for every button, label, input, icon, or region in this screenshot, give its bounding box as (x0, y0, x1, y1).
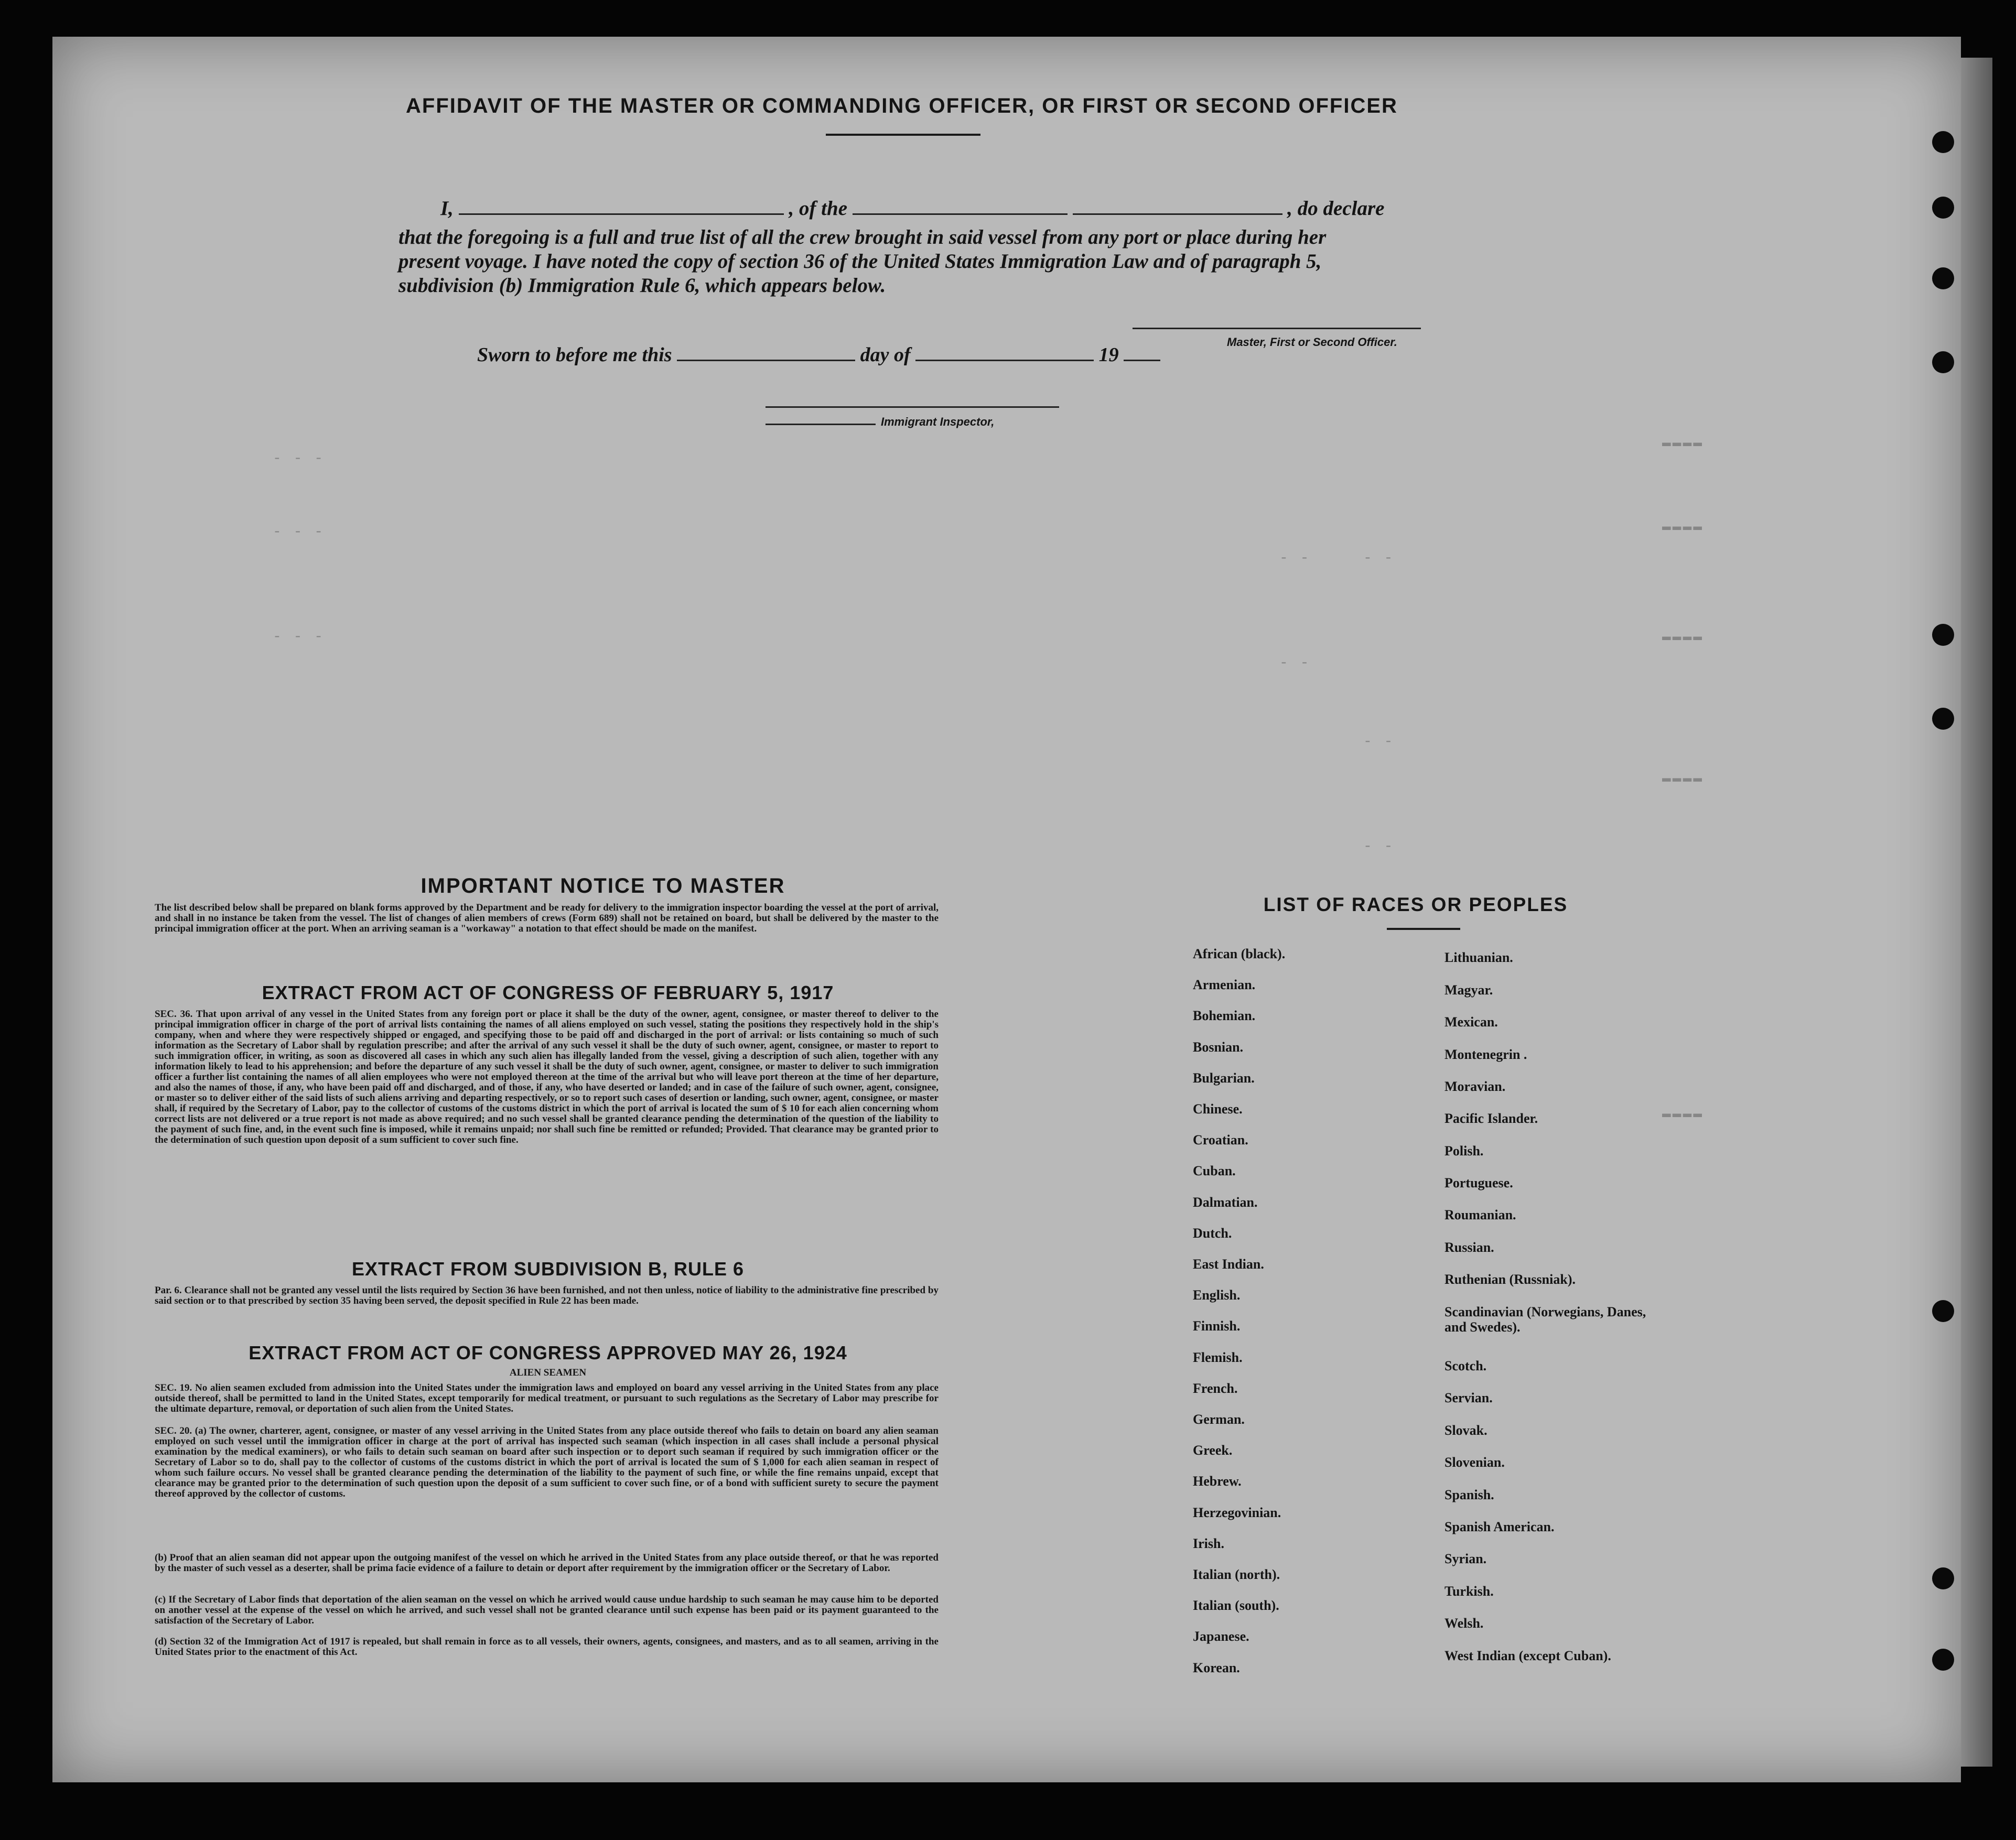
race-item: Magyar. (1444, 982, 1493, 998)
bleed-through-mark: - - (1363, 839, 1395, 855)
bleed-through-mark: ▬▬▬▬ (1662, 771, 1704, 787)
race-item: Syrian. (1444, 1551, 1487, 1566)
inspector-caption: Immigrant Inspector, (881, 415, 995, 428)
of-the-text: , of the (789, 197, 848, 220)
race-item: Polish. (1444, 1143, 1484, 1159)
punch-hole (1932, 197, 1954, 219)
extract-rule6-text: Par. 6. Clearance shall not be granted any vessel until the lists required by Section 36 have been furnished, and not then unless, notice of liability to the administrative fine prescribed by said section or to that prescribed by section 35 having been served, the deposit specified in Rule 22 has been made. (155, 1285, 939, 1306)
affidavit-text-line: that the foregoing is a full and true list of all the crew brought in said vessel from any port or place during her (398, 226, 1327, 248)
race-item: Moravian. (1444, 1079, 1506, 1094)
race-item: African (black). (1193, 946, 1286, 961)
bleed-through-mark: - - - (273, 451, 325, 467)
race-item: Armenian. (1193, 977, 1256, 992)
page-edge-strip (1961, 58, 1992, 1767)
alien-seamen-subtitle: ALIEN SEAMEN (509, 1367, 587, 1378)
affidavit-text-line: present voyage. I have noted the copy of section 36 of the United States Immigration Law and of paragraph 5, (398, 250, 1322, 273)
race-item: German. (1193, 1412, 1245, 1427)
race-item: Servian. (1444, 1390, 1493, 1405)
sworn-statement (477, 343, 1160, 366)
races-title: LIST OF RACES OR PEOPLES (1263, 894, 1568, 915)
bleed-through-mark: - - (1279, 655, 1311, 672)
affidavit-declaration-line (440, 197, 1479, 221)
race-item: Spanish American. (1444, 1519, 1555, 1534)
punch-hole (1932, 351, 1954, 373)
inspector-signature-line (766, 424, 876, 425)
extract-rule6-title: EXTRACT FROM SUBDIVISION B, RULE 6 (351, 1258, 745, 1280)
extract-1917-title: EXTRACT FROM ACT OF CONGRESS OF FEBRUARY 5, 1917 (262, 982, 834, 1003)
extract-1924-title: EXTRACT FROM ACT OF CONGRESS APPROVED MAY 26, 1924 (249, 1342, 847, 1363)
bleed-through-mark: ▬▬▬▬ (1662, 519, 1704, 535)
affidavit-text-line: subdivision (b) Immigration Rule 6, which appears below. (398, 274, 886, 297)
inspector-signature-line[interactable] (766, 406, 1059, 408)
vessel-name-blank[interactable] (1073, 213, 1282, 215)
sworn-day-blank[interactable] (677, 360, 855, 361)
bleed-through-mark: - - - (273, 524, 325, 540)
race-item: Welsh. (1444, 1616, 1484, 1631)
bleed-through-mark: - - (1363, 550, 1395, 567)
race-item: Chinese. (1193, 1101, 1243, 1117)
race-item: Pacific Islander. (1444, 1111, 1538, 1126)
section-20b-text: (b) Proof that an alien seaman did not appear upon the outgoing manifest of the vessel on which he arrived in the United States from any place outside thereof, or that he was reported by the master of such vessel as a deserter, shall be prima facie evidence of a failure to detain or deport after requirement by the immigration officer or the Secretary of Labor. (155, 1552, 939, 1574)
race-item: Slovak. (1444, 1423, 1487, 1438)
race-item: Roumanian. (1444, 1207, 1516, 1222)
race-item: Flemish. (1193, 1350, 1243, 1365)
race-item: Lithuanian. (1444, 950, 1513, 965)
race-item: Korean. (1193, 1660, 1240, 1675)
race-item: Bohemian. (1193, 1008, 1256, 1023)
notice-title: IMPORTANT NOTICE TO MASTER (421, 874, 785, 897)
declarant-prefix: I, (440, 197, 454, 220)
race-item: Portuguese. (1444, 1175, 1513, 1190)
section-20c-text: (c) If the Secretary of Labor finds that deportation of the alien seaman on the vessel on which he arrived would cause undue hardship to such seaman he may cause him to be deported on another vessel at the expense of the vessel on which he arrived, and such vessel shall not be granted clearance until such expense has been paid or its payment guaranteed to the satisfaction of the Secretary of Labor. (155, 1594, 939, 1626)
section-20a-text: SEC. 20. (a) The owner, charterer, agent, consignee, or master of any vessel arriving in the United States from any place outside thereof who fails to detain on board any alien seaman employed on such vessel until the immigration officer in charge at the port of arrival has inspected such seaman (which inspection in all cases shall include a personal physical examination by the medical examiners), or who fails to detain such seaman on board after such inspection or to deport such seaman if required by such immigration officer or the Secretary of Labor so to do, shall pay to the collector of customs of the customs district in which the port of arrival is located the sum of $ 1,000 for each alien seaman in respect of whom such failure occurs. No vessel shall be granted clearance pending the determination of the liability to the payment of such fine, or while the fine remains unpaid, except that clearance may be granted prior to the determination of such question upon the deposit of a sum sufficient to cover such fine, or of a bond with sufficient surety to secure the payment thereof approved by the collector of customs. (155, 1425, 939, 1499)
race-item: Montenegrin . (1444, 1047, 1527, 1062)
race-item: Bulgarian. (1193, 1070, 1255, 1086)
title-underline (826, 134, 980, 136)
race-item: Turkish. (1444, 1584, 1494, 1599)
race-item: Greek. (1193, 1443, 1233, 1458)
punch-hole (1932, 1300, 1954, 1322)
race-item: West Indian (except Cuban). (1444, 1648, 1611, 1663)
section-19-text: SEC. 19. No alien seamen excluded from admission into the United States under the immigration laws and employed on board any vessel arriving in the United States from any place outside thereof, shall be permitted to land in the United States, except temporarily for medical treatment, or pursuant to such regulations as the Secretary of Labor may prescribe for the ultimate departure, removal, or deportation of such alien from the United States. (155, 1382, 939, 1414)
race-item: Mexican. (1444, 1014, 1498, 1030)
bleed-through-mark: ▬▬▬▬ (1662, 435, 1704, 451)
punch-hole (1932, 708, 1954, 730)
race-item: Bosnian. (1193, 1040, 1244, 1055)
race-item: Finnish. (1193, 1318, 1241, 1334)
race-item: Japanese. (1193, 1629, 1249, 1644)
races-title-underline (1387, 928, 1460, 930)
race-item: Spanish. (1444, 1487, 1494, 1502)
race-item: Cuban. (1193, 1163, 1236, 1178)
race-item: Dutch. (1193, 1226, 1232, 1241)
race-item: Slovenian. (1444, 1455, 1505, 1470)
sworn-month-blank[interactable] (915, 360, 1094, 361)
sworn-prefix: Sworn to before me this (477, 344, 672, 366)
day-of-text: day of (860, 344, 911, 366)
signature-caption: Master, First or Second Officer. (1227, 335, 1397, 349)
year-prefix: 19 (1098, 344, 1119, 366)
punch-hole (1932, 131, 1954, 153)
race-item: French. (1193, 1381, 1238, 1396)
bleed-through-mark: - - - (273, 629, 325, 645)
bleed-through-mark: - - (1279, 550, 1311, 567)
race-item: Dalmatian. (1193, 1195, 1258, 1210)
bleed-through-mark: ▬▬▬▬ (1662, 629, 1704, 645)
declare-text: , do declare (1287, 197, 1385, 220)
punch-hole (1932, 624, 1954, 646)
race-item: East Indian. (1193, 1257, 1264, 1272)
vessel-type-blank[interactable] (853, 213, 1068, 215)
declarant-name-blank[interactable] (459, 213, 784, 215)
race-item: Italian (north). (1193, 1567, 1280, 1582)
race-item: Russian. (1444, 1240, 1494, 1255)
extract-1917-text: SEC. 36. That upon arrival of any vessel in the United States from any foreign port or place it shall be the duty of the owner, agent, consignee, or master thereof to deliver to the principal immigration officer in charge of the port of arrival lists containing the names of all aliens employed on such vessel, stating the positions they respectively hold in the ship's company, when and where they were respectively shipped or engaged, and specifying those to be paid off and discharged in the port of arrival: or lists containing so much of such information as the Secretary of Labor shall by regulation prescribe; and after the arrival of any such vessel it shall be the duty of such owner, agent, consignee, or master to report to such immigration officer, in writing, as soon as discovered all cases in which any such alien has illegally landed from the vessel, giving a description of such alien, together with any information likely to lead to his apprehension; and before the departure of any such vessel it shall be the duty of such owner, agent, consignee, or master to deliver to such immigration officer a further list containing the names of all alien employees who were not employed thereon at the time of the arrival but who will leave port thereon at the time of her departure, and also the names of those, if any, who have been paid off and discharged, and of those, if any, who have deserted or landed; and in case of the failure of such owner, agent, consignee, or master so to deliver either of the said lists of such aliens arriving and departing respectively, or so to report such cases of desertion or landing, such owner, agent, consignee, or master shall, if required by the Secretary of Labor, pay to the collector of customs of the customs district in which the port of arrival is located the sum of $ 10 for each alien concerning whom correct lists are not delivered or a true report is not made as above required; and no such vessel shall be granted clearance pending the determination of the question of the liability to the payment of such fine, and, in the event such fine is imposed, while it remains unpaid; nor shall such fine be remitted or refunded; Provided. That clearance may be granted prior to the determination of such question upon deposit of a sum sufficient to cover such fine. (155, 1009, 939, 1145)
section-20d-text: (d) Section 32 of the Immigration Act of 1917 is repealed, but shall remain in force as to all vessels, their owners, agents, consignees, and masters, and as to all seamen, arriving in the United States prior to the enactment of this Act. (155, 1636, 939, 1658)
race-item: Scotch. (1444, 1358, 1487, 1373)
notice-text: The list described below shall be prepared on blank forms approved by the Department and be ready for delivery to the immigration inspector boarding the vessel at the port of arrival, and shall in no instance be taken from the vessel. The list of changes of alien members of crews (Form 689) shall not be retained on board, but shall be delivered by the master to the principal immigration officer at the port. When an arriving seaman is a "workaway" a notation to that effect should be made on the manifest. (155, 902, 939, 934)
bleed-through-mark: ▬▬▬▬ (1662, 1106, 1704, 1122)
bleed-through-mark: - - (1363, 734, 1395, 750)
race-item: Scandinavian (Norwegians, Danes, and Swedes). (1444, 1304, 1646, 1335)
signature-line[interactable] (1133, 328, 1421, 329)
race-item: Ruthenian (Russniak). (1444, 1272, 1576, 1287)
race-item: Herzegovinian. (1193, 1505, 1281, 1520)
punch-hole (1932, 1567, 1954, 1589)
race-item: Italian (south). (1193, 1598, 1279, 1613)
race-item: Irish. (1193, 1536, 1224, 1551)
punch-hole (1932, 267, 1954, 289)
affidavit-title: AFFIDAVIT OF THE MASTER OR COMMANDING OFFICER, OR FIRST OR SECOND OFFICER (406, 94, 1398, 117)
race-item: Croatian. (1193, 1132, 1248, 1148)
race-item: English. (1193, 1287, 1241, 1303)
sworn-year-blank[interactable] (1124, 360, 1160, 361)
race-item: Hebrew. (1193, 1474, 1242, 1489)
punch-hole (1932, 1649, 1954, 1671)
